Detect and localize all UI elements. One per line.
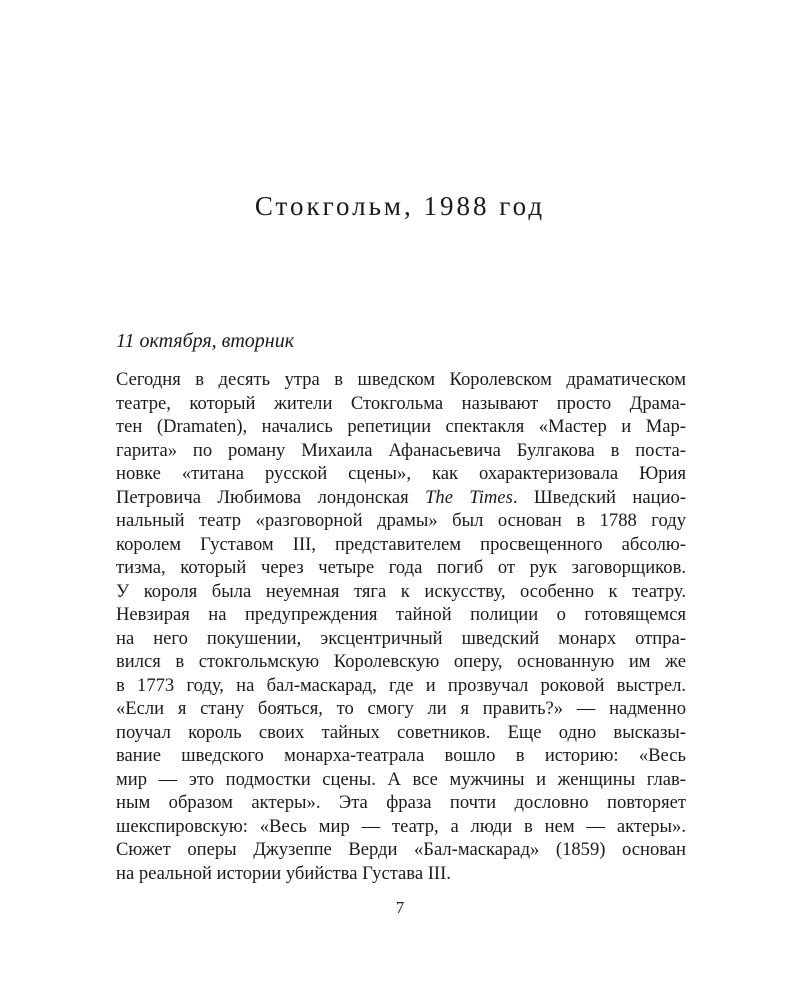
text-run: . Шведский нацио- bbox=[512, 486, 687, 508]
text-line: вился в стокгольмскую Королевскую оперу, основанную им же bbox=[116, 651, 686, 672]
text-line: на него покушении, эксцентричный шведский монарх отпра- bbox=[116, 627, 686, 649]
text-line: нальный театр «разговорной драмы» был основан в 1788 году bbox=[116, 510, 686, 531]
text-line: Невзирая на предупреждения тайной полиции о готовящемся bbox=[116, 604, 686, 625]
text-line: тен (Dramaten), начались репетиции спектакля «Мастер и Мар- bbox=[116, 416, 686, 437]
text-line: на реальной истории убийства Густава III. bbox=[116, 862, 451, 884]
body-paragraph bbox=[116, 368, 686, 885]
text-line: королем Густавом III, представителем просвещенного абсолю- bbox=[116, 533, 686, 555]
text-line: поучал король своих тайных советников. Еще одно высказы- bbox=[116, 721, 686, 743]
text-line: тизма, который через четыре года погиб от рук заговорщиков. bbox=[116, 557, 686, 578]
text-line: «Если я стану бояться, то смогу ли я править?» — надменно bbox=[116, 698, 686, 719]
text-line: Сегодня в десять утра в шведском Королевском драматическом bbox=[116, 369, 686, 390]
text-line: Сюжет оперы Джузеппе Верди «Бал-маскарад» (1859) основан bbox=[116, 839, 686, 860]
text-line: ным образом актеры». Эта фраза почти дословно повторяет bbox=[116, 792, 686, 813]
newspaper-title: The Times bbox=[425, 486, 513, 508]
text-line: гарита» по роману Михаила Афанасьевича Булгакова в поста- bbox=[116, 439, 686, 461]
text-line: новке «титана русской сцены», как охарактеризовала Юрия bbox=[116, 463, 686, 484]
entry-date: 11 октября, вторник bbox=[116, 330, 295, 352]
text-line bbox=[116, 486, 686, 510]
text-run: Петровича Любимова лондонская bbox=[116, 486, 426, 508]
text-line: в 1773 году, на бал-маскарад, где и прозвучал роковой выстрел. bbox=[116, 674, 686, 696]
text-line: шекспировскую: «Весь мир — театр, а люди в нем — актеры». bbox=[116, 815, 686, 837]
chapter-title: Стокгольм, 1988 год bbox=[254, 191, 546, 221]
page-number: 7 bbox=[395, 898, 405, 917]
text-line: мир — это подмостки сцены. А все мужчины и женщины глав- bbox=[116, 768, 686, 790]
text-line: театре, который жители Стокгольма называют просто Драма- bbox=[116, 392, 686, 414]
text-line: У короля была неуемная тяга к искусству, особенно к театру. bbox=[116, 580, 686, 602]
text-line: вание шведского монарха-театрала вошло в историю: «Весь bbox=[116, 745, 686, 766]
